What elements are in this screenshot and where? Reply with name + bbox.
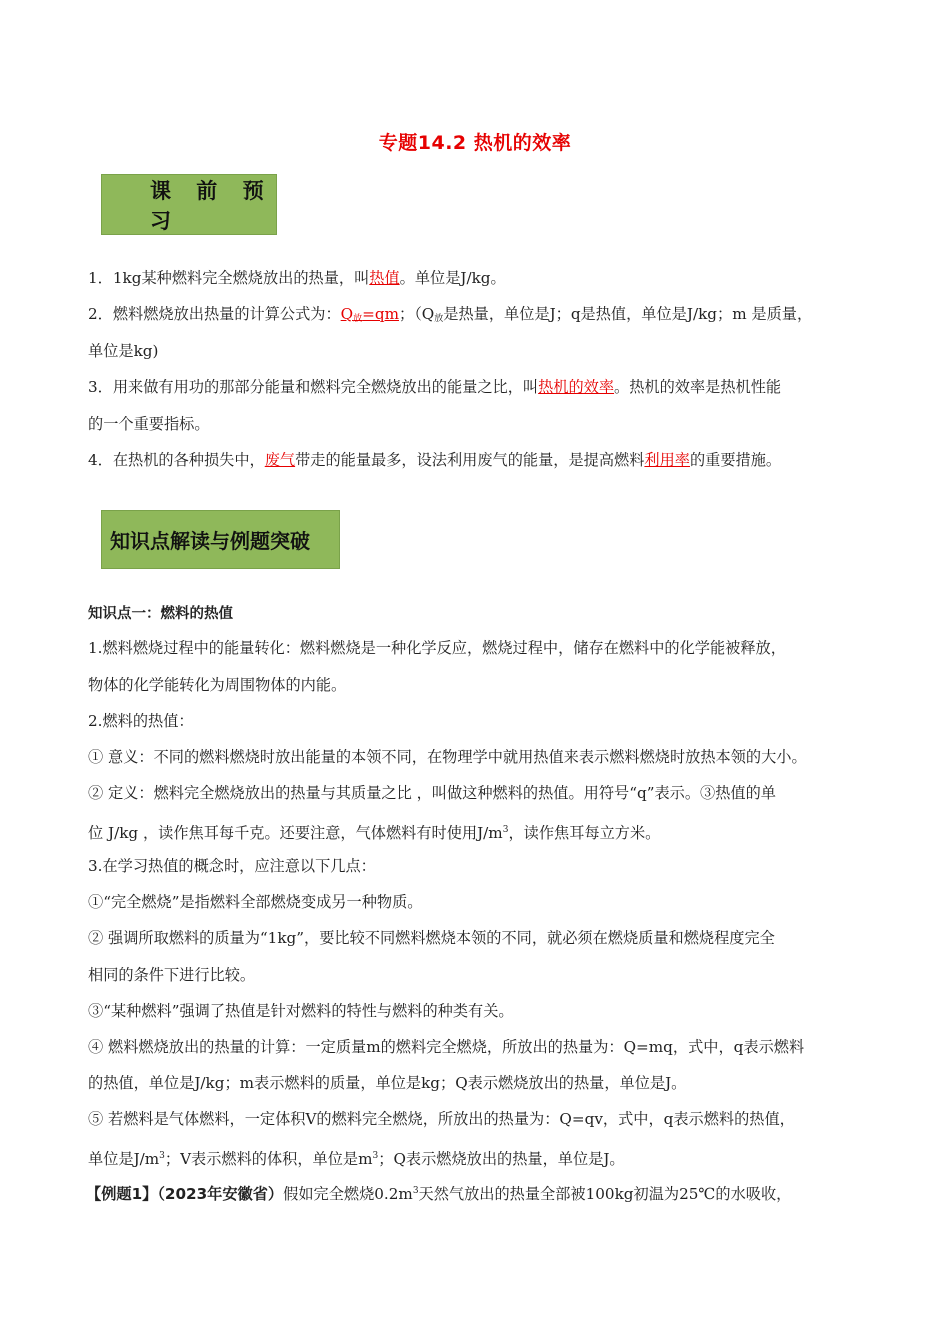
example-label: 【例题1】 xyxy=(86,1185,158,1203)
text: 单位是J/m xyxy=(88,1150,160,1168)
knowledge-line: 物体的化学能转化为周围物体的内能。 xyxy=(88,676,347,694)
knowledge-line: ① 意义：不同的燃料燃烧时放出能量的本领不同，在物理学中就用热值来表示燃料燃烧时放热本领的大小。 xyxy=(88,748,807,766)
knowledge-line: ①“完全燃烧”是指燃料全部燃烧变成另一种物质。 xyxy=(88,893,423,911)
text: 4．在热机的各种损失中， xyxy=(88,451,265,469)
knowledge-line: 1.燃料燃烧过程中的能量转化：燃料燃烧是一种化学反应，燃烧过程中，储存在燃料中的化学能被释放， xyxy=(88,639,786,657)
example-source: （2023年安徽省） xyxy=(157,1185,284,1203)
preview-item-2-cont xyxy=(88,341,878,361)
text: 假如完全燃烧0.2m xyxy=(283,1185,413,1203)
text: 单位是kg) xyxy=(88,342,159,360)
knowledge-line: ② 强调所取燃料的质量为“1kg”，要比较不同燃料燃烧本领的不同，就必须在燃烧质量和燃烧程度完全 xyxy=(88,929,775,947)
section-title-knowledge: 知识点解读与例题突破 xyxy=(110,529,310,553)
text: =qm xyxy=(362,305,399,323)
text: 天然气放出的热量全部被100kg初温为25℃的水吸收， xyxy=(418,1185,792,1203)
preview-item-3-cont xyxy=(88,414,878,434)
example-1 xyxy=(86,1181,876,1204)
preview-item-4 xyxy=(88,450,878,470)
text: 的一个重要指标。 xyxy=(88,415,210,433)
superscript: 3 xyxy=(159,1151,165,1161)
knowledge-line xyxy=(88,820,878,843)
knowledge-line: ⑤ 若燃料是气体燃料，一定体积V的燃料完全燃烧，所放出的热量为：Q=qv，式中，q表示燃料的热值， xyxy=(88,1110,795,1128)
answer-formula xyxy=(341,305,399,323)
subscript: 放 xyxy=(434,314,444,324)
knowledge-line: 3.在学习热值的概念时，应注意以下几点： xyxy=(88,857,376,875)
text: Q xyxy=(340,305,354,323)
preview-item-1 xyxy=(88,268,878,288)
text: 位 J/kg ，读作焦耳每千克。还要注意，气体燃料有时使用J/m xyxy=(88,824,503,842)
answer-utilization: 利用率 xyxy=(644,451,690,469)
answer-efficiency: 热机的效率 xyxy=(538,378,615,396)
knowledge-line: 相同的条件下进行比较。 xyxy=(88,966,256,984)
section-box-preview xyxy=(101,174,277,235)
text: 3．用来做有用功的那部分能量和燃料完全燃烧放出的能量之比，叫 xyxy=(88,378,539,396)
answer-exhaust: 废气 xyxy=(264,451,296,469)
text: ；Q表示燃烧放出的热量，单位是J。 xyxy=(378,1150,625,1168)
knowledge-heading: 知识点一：燃料的热值 xyxy=(88,606,233,622)
text: 2．燃料燃烧放出热量的计算公式为： xyxy=(88,305,341,323)
page-title: 专题14.2 热机的效率 xyxy=(378,132,572,154)
section-box-knowledge xyxy=(101,510,340,569)
text: 是热量，单位是J；q是热值，单位是J/kg；m 是质量， xyxy=(443,305,813,323)
text: 。热机的效率是热机性能 xyxy=(614,378,782,396)
text: 1．1kg某种燃料完全燃烧放出的热量，叫 xyxy=(88,269,370,287)
section-title-preview: 课 前 预 习 xyxy=(150,178,273,233)
knowledge-line: ④ 燃料燃烧放出的热量的计算：一定质量m的燃料完全燃烧，所放出的热量为：Q=mq，式中，q表示燃料 xyxy=(88,1038,805,1056)
preview-item-2 xyxy=(88,304,878,329)
knowledge-line: ② 定义：燃料完全燃烧放出的热量与其质量之比 ，叫做这种燃料的热值。用符号“q”表示。③热值的单 xyxy=(88,784,776,802)
superscript: 3 xyxy=(502,825,509,835)
knowledge-line xyxy=(88,1146,878,1169)
superscript: 3 xyxy=(412,1186,419,1196)
text: ，读作焦耳每立方米。 xyxy=(508,824,661,842)
text: 带走的能量最多，设法利用废气的能量，是提高燃料 xyxy=(295,451,645,469)
text: ；V表示燃料的体积，单位是m xyxy=(164,1150,373,1168)
answer-heat-value: 热值 xyxy=(369,269,400,287)
knowledge-line: 的热值，单位是J/kg；m表示燃料的质量，单位是kg；Q表示燃烧放出的热量，单位是J。 xyxy=(88,1074,687,1092)
text: 的重要措施。 xyxy=(689,451,782,469)
text: ；（Q xyxy=(399,305,435,323)
subscript: 放 xyxy=(353,314,363,324)
text: 。单位是J/kg。 xyxy=(399,269,506,287)
superscript: 3 xyxy=(372,1151,379,1161)
knowledge-line: ③“某种燃料”强调了热值是针对燃料的特性与燃料的种类有关。 xyxy=(88,1002,514,1020)
knowledge-line: 2.燃料的热值： xyxy=(88,712,194,730)
preview-item-3 xyxy=(88,377,878,397)
